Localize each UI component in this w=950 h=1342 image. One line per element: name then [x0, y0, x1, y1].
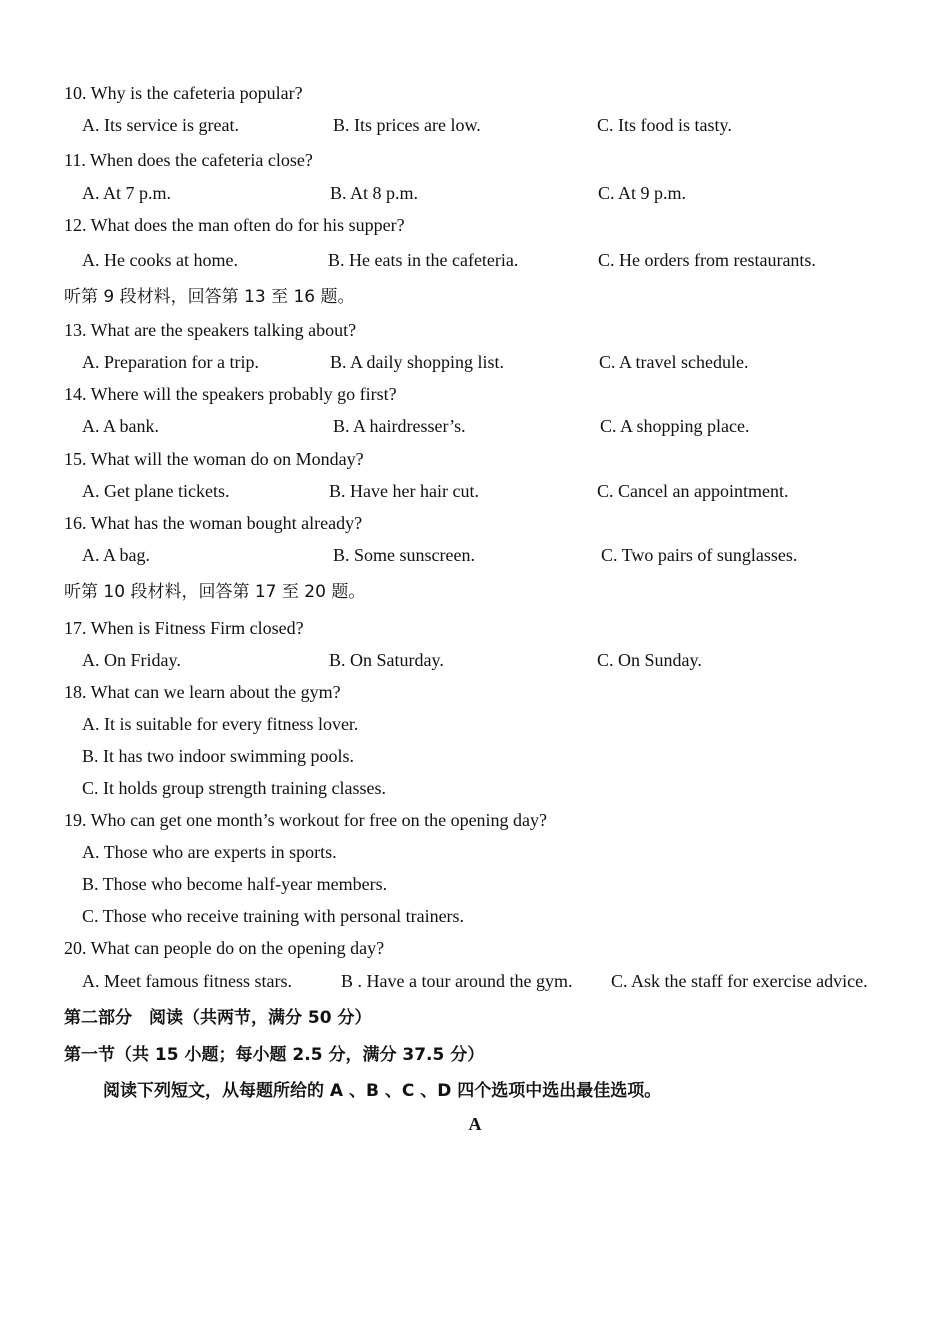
reading-instruction: 阅读下列短文，从每题所给的 A 、B 、C 、D 四个选项中选出最佳选项。: [103, 1081, 662, 1101]
question-19: 19. Who can get one month’s workout for free on the opening day?: [64, 810, 548, 830]
question-11: 11. When does the cafeteria close?: [64, 150, 313, 170]
question-17-option-a: A. On Friday.: [82, 650, 181, 670]
question-10-option-a: A. Its service is great.: [82, 115, 239, 135]
question-15: 15. What will the woman do on Monday?: [64, 449, 364, 469]
part-2-heading: 第二部分 阅读（共两节，满分 50 分）: [64, 1008, 372, 1028]
question-13-option-a: A. Preparation for a trip.: [82, 352, 259, 372]
question-12-option-b: B. He eats in the cafeteria.: [328, 250, 519, 270]
question-20-option-b: B . Have a tour around the gym.: [341, 971, 573, 991]
question-17-option-c: C. On Sunday.: [597, 650, 702, 670]
question-16-option-b: B. Some sunscreen.: [333, 545, 475, 565]
question-11-option-c: C. At 9 p.m.: [598, 183, 687, 203]
question-15-option-c: C. Cancel an appointment.: [597, 481, 789, 501]
question-12: 12. What does the man often do for his supper?: [64, 215, 405, 235]
section-9-heading: 听第 9 段材料，回答第 13 至 16 题。: [64, 287, 355, 307]
question-10-option-c: C. Its food is tasty.: [597, 115, 732, 135]
question-19-option-a: A. Those who are experts in sports.: [82, 842, 337, 862]
question-19-option-b: B. Those who become half-year members.: [82, 874, 388, 894]
question-15-option-b: B. Have her hair cut.: [329, 481, 479, 501]
question-14-option-c: C. A shopping place.: [600, 416, 750, 436]
question-18: 18. What can we learn about the gym?: [64, 682, 341, 702]
question-16-option-a: A. A bag.: [82, 545, 151, 565]
question-16-option-c: C. Two pairs of sunglasses.: [601, 545, 798, 565]
question-14-option-a: A. A bank.: [82, 416, 160, 436]
question-20: 20. What can people do on the opening day?: [64, 938, 385, 958]
passage-letter: A: [468, 1114, 482, 1134]
question-11-option-a: A. At 7 p.m.: [82, 183, 172, 203]
question-13-option-b: B. A daily shopping list.: [330, 352, 505, 372]
question-19-option-c: C. Those who receive training with personal trainers.: [82, 906, 465, 926]
question-15-option-a: A. Get plane tickets.: [82, 481, 230, 501]
question-13: 13. What are the speakers talking about?: [64, 320, 357, 340]
section-10-heading: 听第 10 段材料，回答第 17 至 20 题。: [64, 582, 366, 602]
question-13-option-c: C. A travel schedule.: [599, 352, 749, 372]
question-20-option-a: A. Meet famous fitness stars.: [82, 971, 292, 991]
question-12-option-a: A. He cooks at home.: [82, 250, 238, 270]
question-17: 17. When is Fitness Firm closed?: [64, 618, 304, 638]
question-10: 10. Why is the cafeteria popular?: [64, 83, 303, 103]
section-1-heading: 第一节（共 15 小题；每小题 2.5 分，满分 37.5 分）: [64, 1045, 485, 1065]
question-14-option-b: B. A hairdresser’s.: [333, 416, 466, 436]
question-11-option-b: B. At 8 p.m.: [330, 183, 419, 203]
question-20-option-c: C. Ask the staff for exercise advice.: [611, 971, 868, 991]
question-10-option-b: B. Its prices are low.: [333, 115, 481, 135]
question-14: 14. Where will the speakers probably go first?: [64, 384, 397, 404]
question-18-option-c: C. It holds group strength training classes.: [82, 778, 386, 798]
question-12-option-c: C. He orders from restaurants.: [598, 250, 816, 270]
question-16: 16. What has the woman bought already?: [64, 513, 363, 533]
question-18-option-b: B. It has two indoor swimming pools.: [82, 746, 355, 766]
question-17-option-b: B. On Saturday.: [329, 650, 444, 670]
question-18-option-a: A. It is suitable for every fitness lover.: [82, 714, 359, 734]
